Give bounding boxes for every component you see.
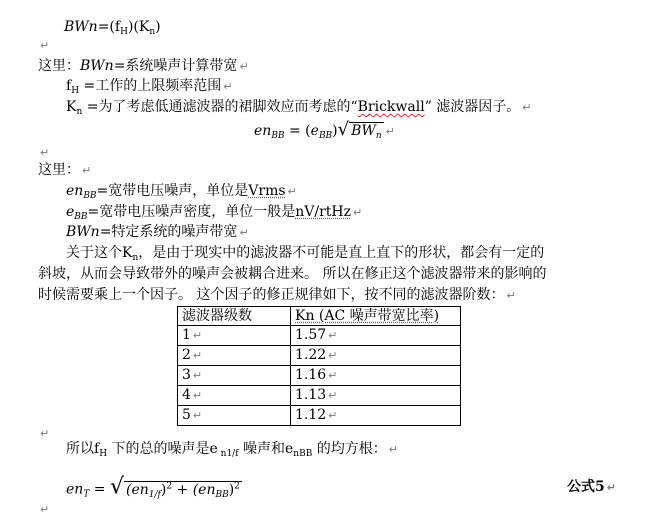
paragraph-mark: ↵	[40, 503, 50, 516]
fh-definition: $f_H$ =工作的上限频率范围 ↵	[66, 78, 233, 96]
table-row: 5 ↵ 1.12 ↵	[178, 406, 461, 426]
table-row: 3 ↵ 1.16 ↵	[178, 366, 461, 386]
where-line-2: 这里： ↵	[38, 162, 92, 178]
sqrt-symbol: √	[109, 474, 124, 500]
formula-bwn: $BWn=(f_H)(K_n)$	[64, 19, 161, 37]
table-row: 1 ↵ 1.57 ↵	[178, 326, 461, 346]
formula-label: 公式5 ↵	[567, 479, 616, 495]
sqrt-symbol: √	[337, 119, 350, 140]
kn-table	[177, 306, 461, 426]
paragraph-mark: ↵	[40, 427, 50, 440]
paragraph-line-2: 斜坡，从而会导致带外的噪声会被耦合进来。 所以在修正这个滤波器带来的影响的	[38, 266, 547, 282]
table-row: 4 ↵ 1.13 ↵	[178, 386, 461, 406]
kn-definition: $K_n$ =为了考虑低通滤波器的裙脚效应而考虑的“Brickwall” 滤波器因子。 ↵	[66, 99, 532, 117]
final-sentence: 所以$f_H$ 下的总的噪声是e $_{n1/f}$ 噪声和$e_{nBB}$ 的均方根： ↵	[66, 441, 398, 459]
table-header-kn: Kn (AC 噪声带宽比率)	[291, 307, 461, 326]
paragraph-line-1: 关于这个$K_n$，是由于现实中的滤波器不可能是直上直下的形状，都会有一定的	[66, 245, 545, 263]
paragraph-mark: ↵	[40, 39, 50, 52]
formula-enbb: $en_{BB} = (e_{BB})√$ $BW_n$ ↵	[254, 119, 395, 141]
enbb-definition: $en_{BB}=$宽带电压噪声，单位是Vrms ↵	[66, 183, 297, 201]
ebb-definition: $e_{BB}=$宽带电压噪声密度，单位一般是nV/rtHz ↵	[66, 204, 363, 222]
paragraph-mark: ↵	[40, 146, 50, 159]
where-bwn-line: 这里：BWn=系统噪声计算带宽 ↵	[38, 58, 249, 74]
formula-ent: $en_T$ = √ $(en_{1/f})^2 + (en_{BB})^2$	[66, 474, 240, 500]
table-row: 2 ↵ 1.22 ↵	[178, 346, 461, 366]
table-header-row	[178, 307, 461, 326]
bwn-definition: BWn=特定系统的噪声带宽 ↵	[66, 224, 249, 240]
table-header-order: 滤波器级数	[178, 307, 291, 326]
paragraph-line-3: 时候需要乘上一个因子。 这个因子的修正规律如下，按不同的滤波器阶数： ↵	[38, 287, 516, 303]
